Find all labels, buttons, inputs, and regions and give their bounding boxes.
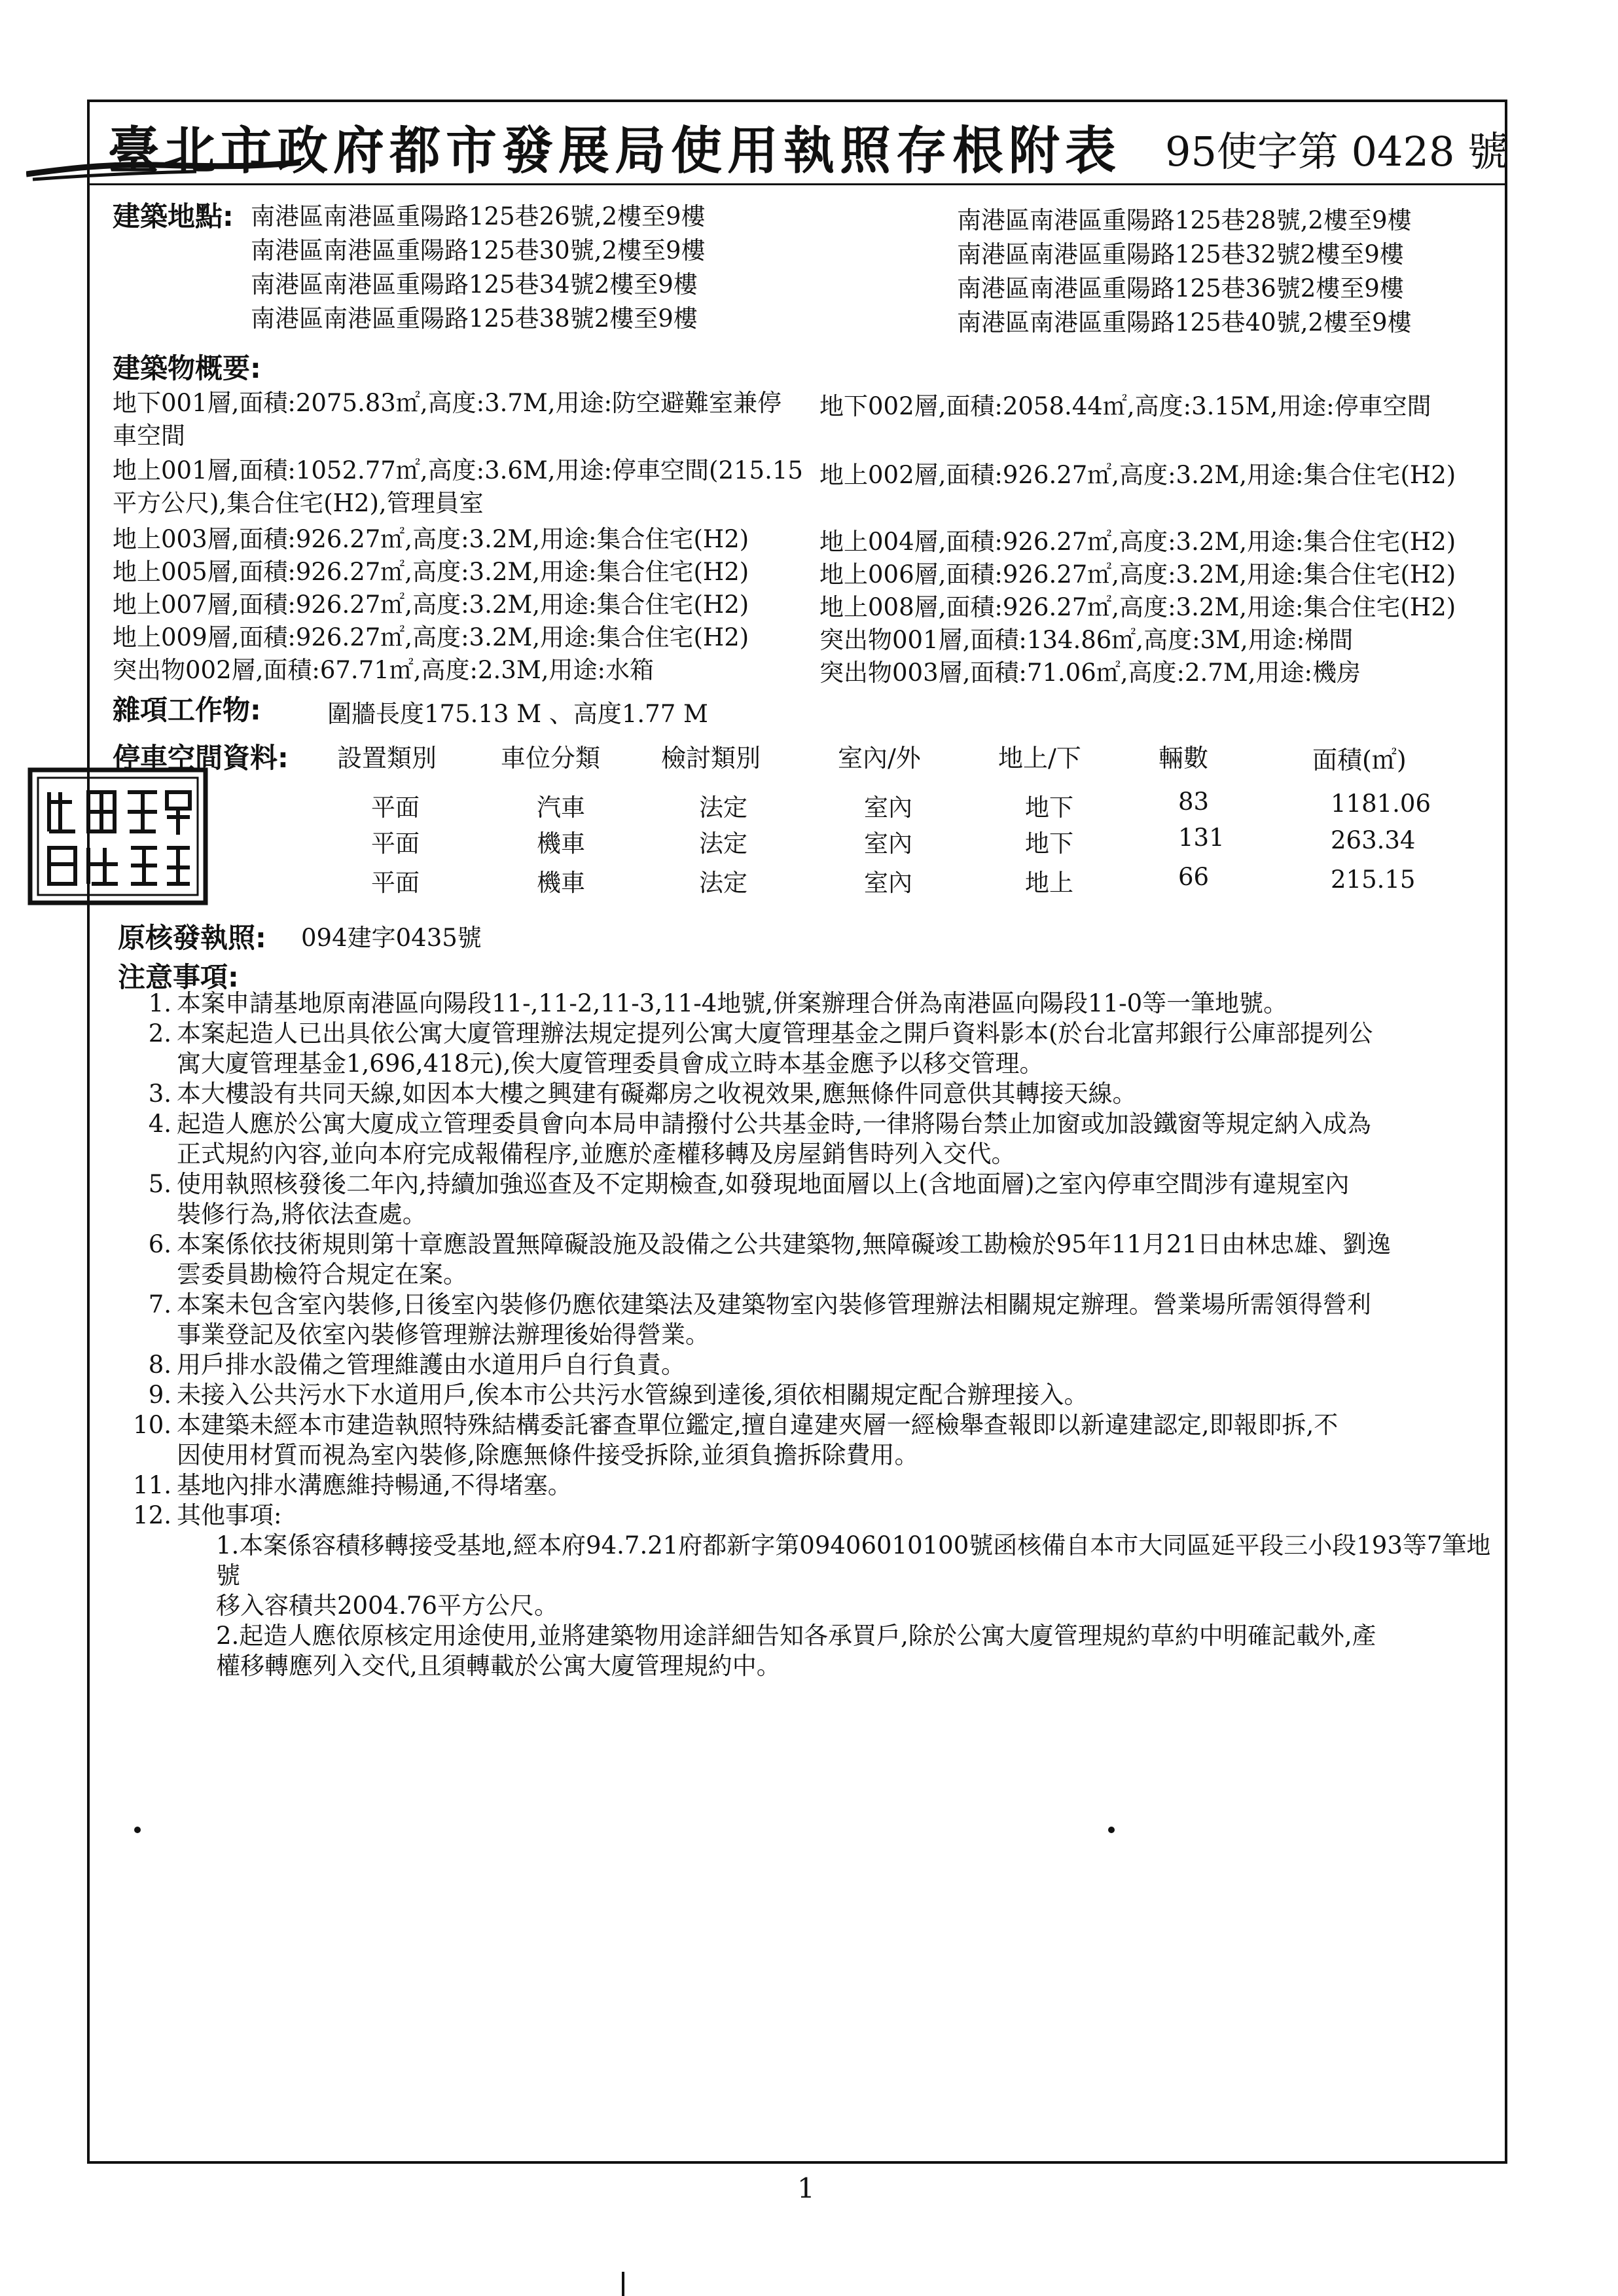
floor-5: 地上005層,面積:926.27㎡,高度:3.2M,用途:集合住宅(H2)	[113, 558, 749, 586]
note-line: 裝修行為,將依法查處。	[177, 1200, 427, 1228]
note-line: 其他事項:	[177, 1501, 282, 1529]
parking-header-level: 地上/下	[998, 744, 1081, 773]
note-line: 用戶排水設備之管理維護由水道用戶自行負責。	[177, 1351, 685, 1379]
parking-header-class: 車位分類	[501, 744, 601, 773]
site-address-right-1: 南港區南港區重陽路125巷28號,2樓至9樓	[957, 206, 1412, 234]
parking-r3-class: 機車	[537, 869, 585, 897]
note-other-item	[124, 1531, 1512, 1621]
note-line: 事業登記及依室內裝修管理辦法辦理後始得營業。	[177, 1321, 710, 1349]
note-line: 本大樓設有共同天線,如因本大樓之興建有礙鄰房之收視效果,應無條件同意供其轉接天線。	[177, 1080, 1137, 1108]
note-line: 起造人應於公寓大廈成立管理委員會向本局申請撥付公共基金時,一律將陽台禁止加窗或加設鐵窗等規定納入成為	[177, 1110, 1371, 1138]
official-seal-stamp	[26, 766, 209, 907]
note-item	[124, 1290, 1512, 1350]
parking-r1-type: 平面	[371, 793, 420, 822]
note-item	[124, 1350, 1512, 1380]
floor-9: 地上009層,面積:926.27㎡,高度:3.2M,用途:集合住宅(H2)	[113, 623, 749, 651]
site-address-right-2: 南港區南港區重陽路125巷32號2樓至9樓	[957, 240, 1404, 268]
floor-7: 地上007層,面積:926.27㎡,高度:3.2M,用途:集合住宅(H2)	[113, 591, 749, 619]
site-address-left-1: 南港區南港區重陽路125巷26號,2樓至9樓	[251, 202, 706, 230]
note-line: 因使用材質而視為室內裝修,除應無條件接受拆除,並須負擔拆除費用。	[177, 1441, 919, 1469]
note-number: 7.	[148, 1290, 171, 1319]
parking-r1-class: 汽車	[537, 793, 585, 822]
parking-header-area: 面積(㎡)	[1312, 746, 1407, 774]
parking-r1-count: 83	[1178, 788, 1210, 816]
floor-b1: 地下001層,面積:2075.83㎡,高度:3.7M,用途:防空避難室兼停	[113, 389, 782, 417]
misc-value: 圍牆長度175.13 M 、高度1.77 M	[327, 700, 708, 728]
note-number: 9.	[148, 1381, 171, 1409]
parking-header-review: 檢討類別	[661, 744, 761, 773]
scan-speck	[134, 1827, 141, 1833]
note-item	[124, 1410, 1512, 1470]
note-number: 2.	[148, 1019, 171, 1048]
note-number: 3.	[148, 1080, 171, 1108]
scan-speck	[1108, 1827, 1115, 1833]
note-number: 11.	[133, 1471, 171, 1499]
overview-label: 建築物概要:	[113, 352, 261, 384]
note-number: 10.	[133, 1411, 171, 1439]
site-address-right-4: 南港區南港區重陽路125巷40號,2樓至9樓	[957, 308, 1412, 337]
parking-r3-indoor: 室內	[864, 869, 912, 897]
note-item	[124, 989, 1512, 1019]
note-line: 本案起造人已出具依公寓大廈管理辦法規定提列公寓大廈管理基金之開戶資料影本(於台北富邦銀行公庫部提列公	[177, 1019, 1373, 1048]
parking-r2-review: 法定	[699, 829, 747, 858]
parking-r2-count: 131	[1178, 824, 1225, 852]
parking-r3-type: 平面	[371, 869, 420, 897]
note-line: 本建築未經本市建造執照特殊結構委託審查單位鑑定,擅自違建夾層一經檢舉查報即以新違建認定,即報即拆,不	[177, 1411, 1339, 1439]
floor-2: 地上002層,面積:926.27㎡,高度:3.2M,用途:集合住宅(H2)	[819, 461, 1456, 489]
site-address-right-3: 南港區南港區重陽路125巷36號2樓至9樓	[957, 274, 1404, 302]
parking-header-indoor: 室內/外	[838, 744, 921, 773]
note-line: 使用執照核發後二年內,持續加強巡查及不定期檢查,如發現地面層以上(含地面層)之室內停車空間涉有違規室內	[177, 1170, 1350, 1198]
note-line: 未接入公共污水下水道用戶,俟本市公共污水管線到達後,須依相關規定配合辦理接入。	[177, 1381, 1088, 1409]
note-item	[124, 1109, 1512, 1169]
note-item	[124, 1470, 1512, 1501]
note-number: 1.	[148, 989, 171, 1017]
note-line: 1.本案係容積移轉接受基地,經本府94.7.21府都新字第09406010100號函核備自本市大同區延平段三小段193等7筆地號	[216, 1531, 1491, 1590]
note-number: 6.	[148, 1230, 171, 1258]
parking-header-count: 輛數	[1159, 744, 1209, 773]
parking-r3-count: 66	[1178, 863, 1210, 891]
note-line: 基地內排水溝應維持暢通,不得堵塞。	[177, 1471, 572, 1499]
floor-8: 地上008層,面積:926.27㎡,高度:3.2M,用途:集合住宅(H2)	[819, 593, 1456, 621]
parking-r2-area: 263.34	[1331, 826, 1416, 854]
permit-number: 95使字第 0428 號	[1165, 128, 1509, 175]
floor-1: 地上001層,面積:1052.77㎡,高度:3.6M,用途:停車空間(215.15	[113, 456, 803, 484]
note-line: 寓大廈管理基金1,696,418元),俟大廈管理委員會成立時本基金應予以移交管理。	[177, 1049, 1044, 1078]
note-number: 5.	[148, 1170, 171, 1198]
floor-3: 地上003層,面積:926.27㎡,高度:3.2M,用途:集合住宅(H2)	[113, 525, 749, 553]
note-line: 權移轉應列入交代,且須轉載於公寓大廈管理規約中。	[216, 1652, 781, 1680]
parking-r3-area: 215.15	[1331, 866, 1416, 894]
note-item	[124, 1380, 1512, 1410]
note-line: 本案申請基地原南港區向陽段11-,11-2,11-3,11-4地號,併案辦理合併為南港區向陽段11-0等一筆地號。	[177, 989, 1288, 1017]
note-item	[124, 1501, 1512, 1531]
misc-label: 雜項工作物:	[113, 694, 261, 726]
floor-4: 地上004層,面積:926.27㎡,高度:3.2M,用途:集合住宅(H2)	[819, 528, 1456, 556]
document-title: 臺北市政府都市發展局使用執照存根附表	[108, 121, 1122, 181]
site-address-left-4: 南港區南港區重陽路125巷38號2樓至9樓	[251, 304, 698, 333]
notes-label: 注意事項:	[118, 961, 239, 993]
note-number: 4.	[148, 1110, 171, 1138]
note-other-item	[124, 1621, 1512, 1681]
floor-b1-cont: 車空間	[113, 422, 185, 450]
page-number: 1	[797, 2172, 815, 2204]
note-line: 2.起造人應依原核定用途使用,並將建築物用途詳細告知各承買戶,除於公寓大廈管理規約草約中明確記載外,產	[216, 1622, 1376, 1650]
note-line: 正式規約內容,並向本府完成報備程序,並應於產權移轉及房屋銷售時列入交代。	[177, 1140, 1016, 1168]
floor-6: 地上006層,面積:926.27㎡,高度:3.2M,用途:集合住宅(H2)	[819, 560, 1456, 589]
site-address-left-2: 南港區南港區重陽路125巷30號,2樓至9樓	[251, 236, 706, 264]
site-label: 建築地點:	[113, 200, 234, 232]
parking-r2-level: 地下	[1025, 829, 1073, 858]
site-address-left-3: 南港區南港區重陽路125巷34號2樓至9樓	[251, 270, 698, 299]
parking-r3-level: 地上	[1025, 869, 1073, 897]
parking-r1-level: 地下	[1025, 793, 1073, 822]
roof-1: 突出物001層,面積:134.86㎡,高度:3M,用途:梯間	[819, 626, 1354, 654]
original-permit-label: 原核發執照:	[118, 922, 266, 954]
roof-3: 突出物003層,面積:71.06㎡,高度:2.7M,用途:機房	[819, 659, 1361, 687]
note-line: 雲委員勘檢符合規定在案。	[177, 1260, 467, 1288]
note-number: 8.	[148, 1351, 171, 1379]
notes-list	[124, 989, 1512, 1681]
parking-r1-area: 1181.06	[1331, 790, 1431, 818]
note-number: 12.	[133, 1501, 171, 1529]
parking-r2-type: 平面	[371, 829, 420, 858]
roof-2: 突出物002層,面積:67.71㎡,高度:2.3M,用途:水箱	[113, 656, 654, 684]
parking-r1-indoor: 室內	[864, 793, 912, 822]
note-item	[124, 1230, 1512, 1290]
parking-r2-class: 機車	[537, 829, 585, 858]
note-item	[124, 1079, 1512, 1109]
floor-b2: 地下002層,面積:2058.44㎡,高度:3.15M,用途:停車空間	[819, 392, 1431, 420]
parking-header-type: 設置類別	[337, 744, 437, 773]
original-permit-value: 094建字0435號	[301, 924, 482, 952]
note-line: 移入容積共2004.76平方公尺。	[216, 1592, 559, 1620]
floor-1-cont: 平方公尺),集合住宅(H2),管理員室	[113, 489, 484, 517]
note-item	[124, 1019, 1512, 1079]
parking-r2-indoor: 室內	[864, 829, 912, 858]
parking-label: 停車空間資料:	[113, 742, 289, 774]
parking-r1-review: 法定	[699, 793, 747, 822]
scan-mark	[622, 2272, 624, 2296]
note-line: 本案未包含室內裝修,日後室內裝修仍應依建築法及建築物室內裝修管理辦法相關規定辦理。營業場所需領得營利	[177, 1290, 1371, 1319]
note-item	[124, 1169, 1512, 1230]
note-line: 本案係依技術規則第十章應設置無障礙設施及設備之公共建築物,無障礙竣工勘檢於95年11月21日由林忠雄、劉逸	[177, 1230, 1392, 1258]
parking-r3-review: 法定	[699, 869, 747, 897]
